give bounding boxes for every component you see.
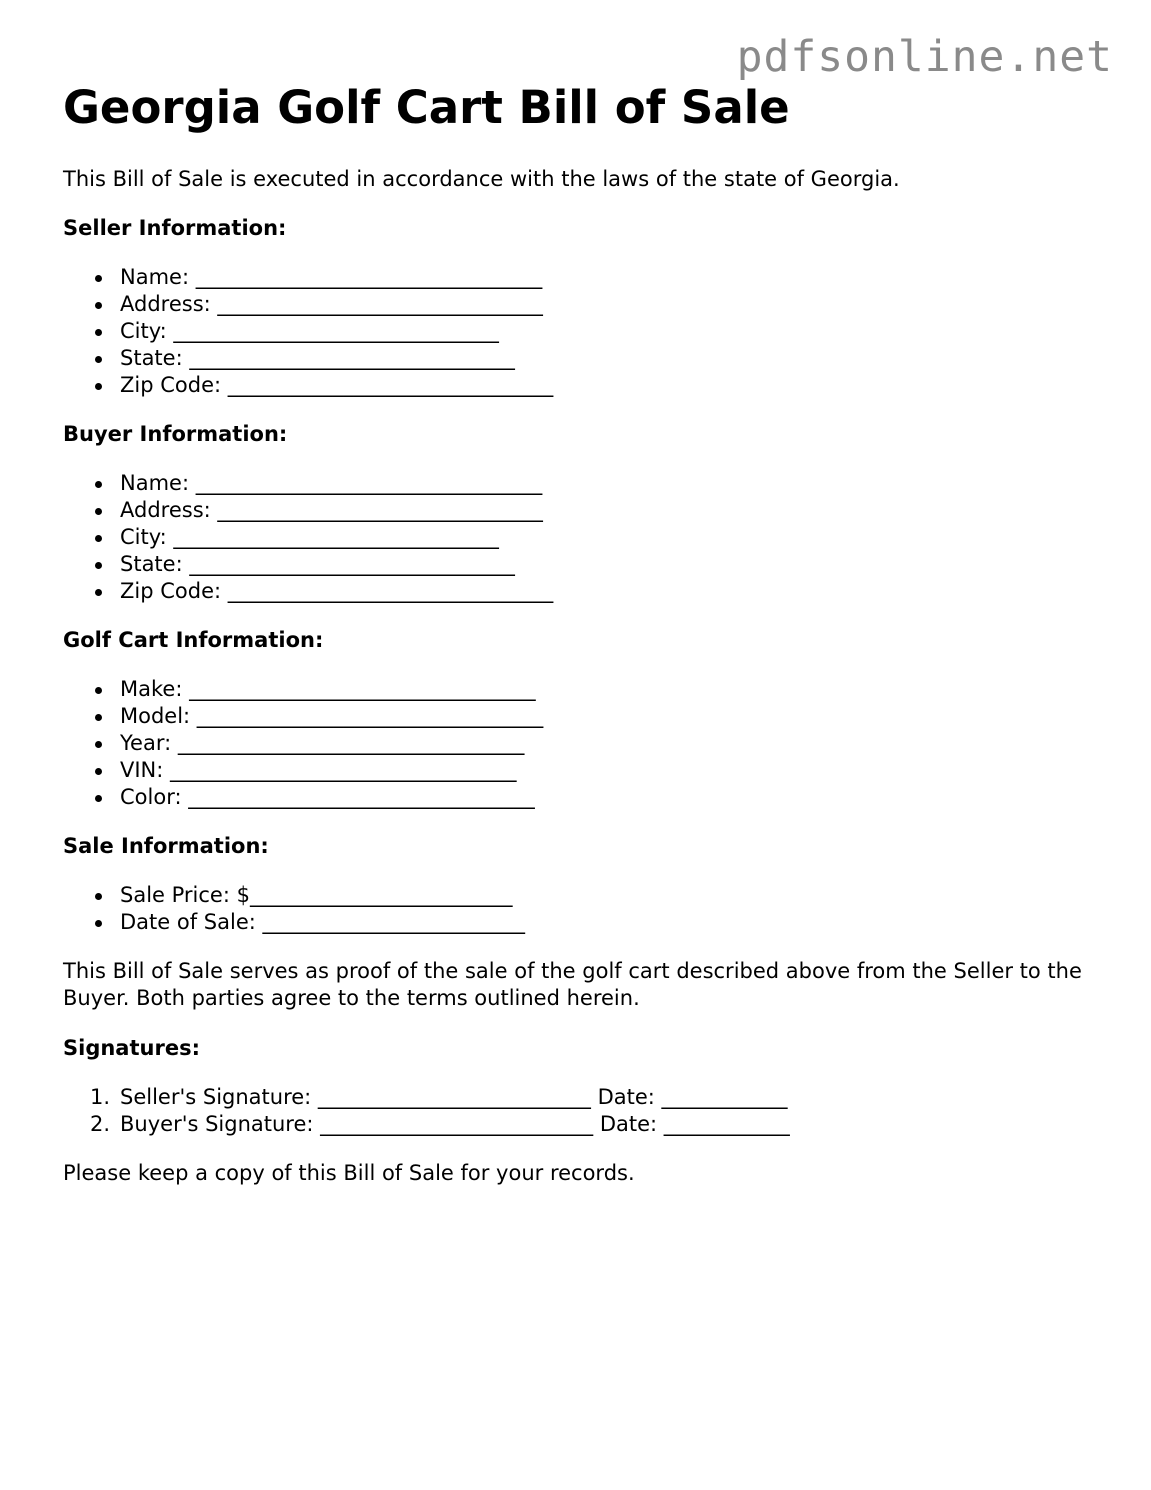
- buyer-zip-field[interactable]: Zip Code: _______________________________: [63, 578, 553, 605]
- page-title: Georgia Golf Cart Bill of Sale: [63, 81, 790, 134]
- cart-color-field[interactable]: Color: _________________________________: [63, 784, 543, 811]
- closing-text: Please keep a copy of this Bill of Sale for your records.: [63, 1161, 635, 1185]
- cart-heading: Golf Cart Information:: [63, 628, 324, 652]
- bullet-icon: [95, 275, 102, 282]
- cart-make-field[interactable]: Make: _________________________________: [63, 676, 543, 703]
- sale-price-field[interactable]: Sale Price: $_________________________: [63, 882, 525, 909]
- seller-fields: [63, 264, 553, 399]
- bullet-icon: [95, 383, 102, 390]
- seller-heading: Seller Information:: [63, 216, 287, 240]
- buyer-fields: [63, 470, 553, 605]
- buyer-state-field[interactable]: State: _______________________________: [63, 551, 553, 578]
- cart-vin-field[interactable]: VIN: _________________________________: [63, 757, 543, 784]
- cart-year-field[interactable]: Year: _________________________________: [63, 730, 543, 757]
- sale-fields: [63, 882, 525, 936]
- bullet-icon: [95, 508, 102, 515]
- buyer-heading: Buyer Information:: [63, 422, 288, 446]
- sale-date-field[interactable]: Date of Sale: _________________________: [63, 909, 525, 936]
- bullet-icon: [95, 741, 102, 748]
- statement-text: This Bill of Sale serves as proof of the sale of the golf cart described above from the Seller to the Buyer. Both parties agree to the terms outlined herein.: [63, 959, 1082, 1010]
- buyer-address-field[interactable]: Address: _______________________________: [63, 497, 553, 524]
- bullet-icon: [95, 562, 102, 569]
- bullet-icon: [95, 768, 102, 775]
- bullet-icon: [95, 589, 102, 596]
- seller-signature-line[interactable]: 1. Seller's Signature: __________________________ Date: ____________: [90, 1085, 788, 1109]
- bullet-icon: [95, 893, 102, 900]
- bullet-icon: [95, 329, 102, 336]
- seller-city-field[interactable]: City: _______________________________: [63, 318, 553, 345]
- signature-list: [63, 1084, 790, 1138]
- bullet-icon: [95, 302, 102, 309]
- cart-fields: [63, 676, 543, 811]
- bullet-icon: [95, 356, 102, 363]
- seller-state-field[interactable]: State: _______________________________: [63, 345, 553, 372]
- signatures-heading: Signatures:: [63, 1036, 200, 1060]
- cart-model-field[interactable]: Model: _________________________________: [63, 703, 543, 730]
- intro-text: This Bill of Sale is executed in accordance with the laws of the state of Georgia.: [63, 167, 900, 191]
- bullet-icon: [95, 481, 102, 488]
- sale-heading: Sale Information:: [63, 834, 269, 858]
- bullet-icon: [95, 714, 102, 721]
- bullet-icon: [95, 535, 102, 542]
- seller-name-field[interactable]: Name: _________________________________: [63, 264, 553, 291]
- seller-address-field[interactable]: Address: _______________________________: [63, 291, 553, 318]
- watermark: pdfsonline.net: [736, 32, 1113, 82]
- bullet-icon: [95, 687, 102, 694]
- buyer-city-field[interactable]: City: _______________________________: [63, 524, 553, 551]
- bullet-icon: [95, 920, 102, 927]
- seller-zip-field[interactable]: Zip Code: _______________________________: [63, 372, 553, 399]
- buyer-signature-line[interactable]: 2. Buyer's Signature: __________________________ Date: ____________: [90, 1112, 790, 1136]
- bullet-icon: [95, 795, 102, 802]
- buyer-name-field[interactable]: Name: _________________________________: [63, 470, 553, 497]
